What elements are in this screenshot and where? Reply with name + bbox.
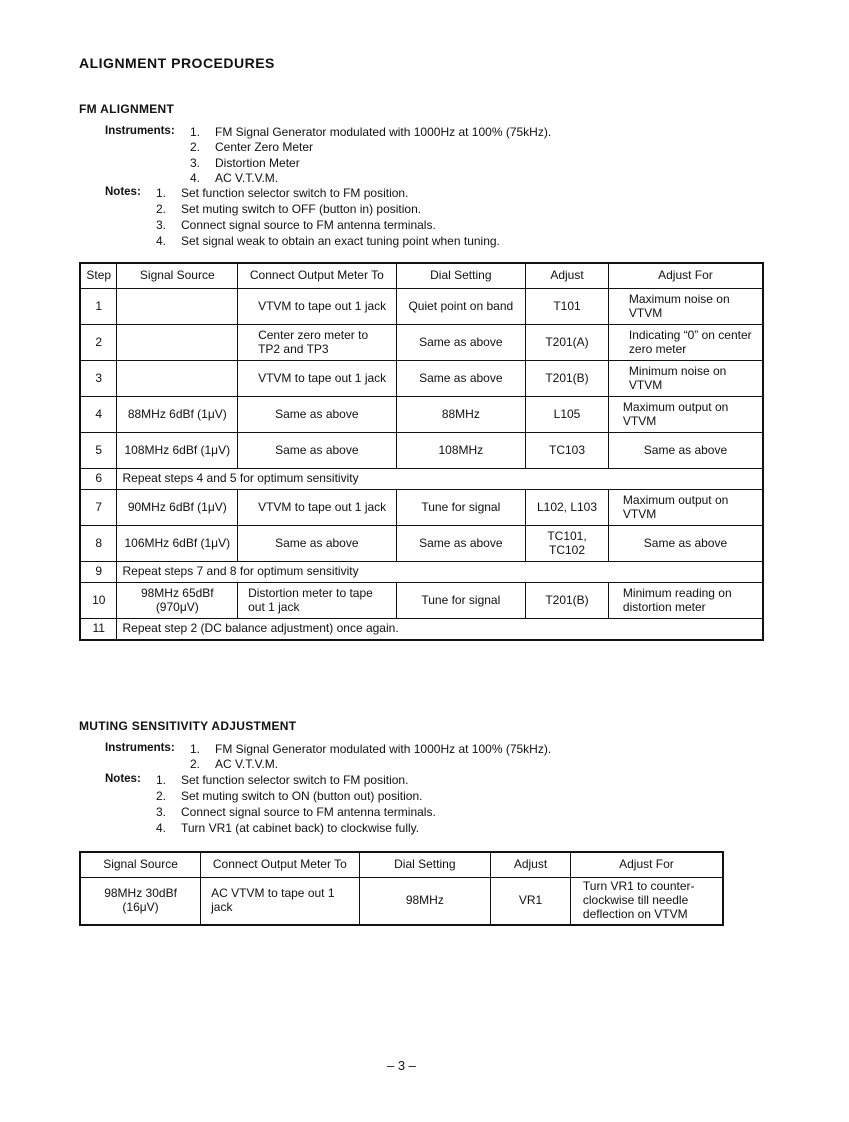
dial-cell: Quiet point on band	[396, 289, 526, 325]
column-header: Adjust For	[608, 263, 763, 289]
column-header: Dial Setting	[396, 263, 526, 289]
dial-cell: 98MHz	[359, 878, 491, 926]
adjust-for-cell: Indicating “0” on center zero meter	[608, 325, 763, 361]
muting-note-number: 1.	[156, 773, 167, 787]
table-row	[80, 361, 763, 397]
fm-instrument-item: Center Zero Meter	[215, 140, 314, 154]
adjust-for-cell: Minimum noise on VTVM	[608, 361, 763, 397]
fm-note-item: Set muting switch to OFF (button in) position.	[181, 202, 422, 216]
table-header-row	[80, 852, 723, 878]
muting-heading: MUTING SENSITIVITY ADJUSTMENT	[79, 719, 297, 733]
adjust-for-cell: Same as above	[608, 526, 763, 562]
table-row	[80, 562, 763, 583]
fm-instruments-label: Instruments:	[105, 125, 175, 137]
step-cell: 10	[80, 583, 117, 619]
signal-source-cell: 90MHz 6dBf (1μV)	[117, 490, 238, 526]
table-row	[80, 583, 763, 619]
step-cell: 5	[80, 433, 117, 469]
muting-instrument-number: 2.	[190, 757, 201, 771]
fm-instrument-number: 3.	[190, 156, 201, 170]
fm-instrument-item: FM Signal Generator modulated with 1000Hz at 100% (75kHz).	[215, 125, 552, 139]
fm-note-number: 3.	[156, 218, 167, 232]
fm-instrument-item: Distortion Meter	[215, 156, 300, 170]
adjust-for-cell: Minimum reading on distortion meter	[608, 583, 763, 619]
adjust-for-cell: Maximum output on VTVM	[608, 397, 763, 433]
fm-instrument-number: 1.	[190, 125, 201, 139]
connect-cell: Same as above	[238, 526, 396, 562]
connect-cell: Same as above	[238, 433, 396, 469]
signal-source-cell: 106MHz 6dBf (1μV)	[117, 526, 238, 562]
muting-instrument-item: AC V.T.V.M.	[215, 757, 279, 771]
connect-cell: VTVM to tape out 1 jack	[238, 289, 396, 325]
table-row	[80, 433, 763, 469]
fm-alignment-heading: FM ALIGNMENT	[79, 102, 175, 116]
adjust-cell: TC103	[526, 433, 609, 469]
muting-note-number: 2.	[156, 789, 167, 803]
step-cell: 7	[80, 490, 117, 526]
step-cell: 3	[80, 361, 117, 397]
muting-table	[79, 851, 724, 926]
muting-instruments-label: Instruments:	[105, 742, 175, 754]
signal-source-cell: 88MHz 6dBf (1μV)	[117, 397, 238, 433]
fm-note-item: Set signal weak to obtain an exact tuning point when tuning.	[181, 234, 500, 248]
table-row	[80, 490, 763, 526]
dial-cell: Same as above	[396, 526, 526, 562]
connect-cell: Same as above	[238, 397, 396, 433]
fm-note-item: Set function selector switch to FM position.	[181, 186, 409, 200]
step-cell: 6	[80, 469, 117, 490]
dial-cell: Tune for signal	[396, 490, 526, 526]
table-row	[80, 397, 763, 433]
muting-note-item: Set function selector switch to FM position.	[181, 773, 409, 787]
adjust-for-cell: Same as above	[608, 433, 763, 469]
signal-source-cell: 98MHz 30dBf (16μV)	[80, 878, 201, 926]
column-header: Adjust	[491, 852, 571, 878]
connect-cell: VTVM to tape out 1 jack	[238, 490, 396, 526]
adjust-for-cell: Maximum output on VTVM	[608, 490, 763, 526]
fm-notes-label: Notes:	[105, 186, 141, 198]
connect-cell: Center zero meter to TP2 and TP3	[238, 325, 396, 361]
adjust-cell: T201(B)	[526, 361, 609, 397]
span-note-cell: Repeat steps 4 and 5 for optimum sensitivity	[117, 469, 763, 490]
adjust-cell: T201(B)	[526, 583, 609, 619]
table-row	[80, 469, 763, 490]
fm-instrument-number: 2.	[190, 140, 201, 154]
dial-cell: 88MHz	[396, 397, 526, 433]
dial-cell: 108MHz	[396, 433, 526, 469]
muting-note-number: 3.	[156, 805, 167, 819]
step-cell: 1	[80, 289, 117, 325]
dial-cell: Same as above	[396, 325, 526, 361]
column-header: Adjust	[526, 263, 609, 289]
column-header: Connect Output Meter To	[238, 263, 396, 289]
page-number: – 3 –	[387, 1058, 416, 1073]
adjust-for-cell: Maximum noise on VTVM	[608, 289, 763, 325]
step-cell: 2	[80, 325, 117, 361]
connect-cell: VTVM to tape out 1 jack	[238, 361, 396, 397]
adjust-cell: T101	[526, 289, 609, 325]
signal-source-cell: 108MHz 6dBf (1μV)	[117, 433, 238, 469]
column-header: Signal Source	[117, 263, 238, 289]
adjust-cell: L105	[526, 397, 609, 433]
adjust-cell: VR1	[491, 878, 571, 926]
column-header: Adjust For	[570, 852, 723, 878]
fm-instrument-number: 4.	[190, 171, 201, 185]
adjust-cell: TC101, TC102	[526, 526, 609, 562]
table-row	[80, 619, 763, 641]
connect-cell: Distortion meter to tape out 1 jack	[238, 583, 396, 619]
connect-cell: AC VTVM to tape out 1 jack	[201, 878, 359, 926]
muting-instrument-item: FM Signal Generator modulated with 1000Hz at 100% (75kHz).	[215, 742, 552, 756]
signal-source-cell	[117, 325, 238, 361]
fm-alignment-table	[79, 262, 764, 641]
fm-note-item: Connect signal source to FM antenna terminals.	[181, 218, 436, 232]
muting-notes-label: Notes:	[105, 773, 141, 785]
muting-note-item: Set muting switch to ON (button out) position.	[181, 789, 423, 803]
table-row	[80, 878, 723, 926]
fm-note-number: 1.	[156, 186, 167, 200]
adjust-cell: T201(A)	[526, 325, 609, 361]
table-row	[80, 526, 763, 562]
step-cell: 9	[80, 562, 117, 583]
step-cell: 4	[80, 397, 117, 433]
fm-note-number: 4.	[156, 234, 167, 248]
muting-note-item: Connect signal source to FM antenna terminals.	[181, 805, 436, 819]
signal-source-cell	[117, 289, 238, 325]
step-cell: 11	[80, 619, 117, 641]
table-header-row	[80, 263, 763, 289]
muting-instrument-number: 1.	[190, 742, 201, 756]
dial-cell: Tune for signal	[396, 583, 526, 619]
span-note-cell: Repeat step 2 (DC balance adjustment) once again.	[117, 619, 763, 641]
table-row	[80, 289, 763, 325]
adjust-cell: L102, L103	[526, 490, 609, 526]
column-header: Signal Source	[80, 852, 201, 878]
muting-note-item: Turn VR1 (at cabinet back) to clockwise fully.	[181, 821, 420, 835]
column-header: Connect Output Meter To	[201, 852, 359, 878]
signal-source-cell: 98MHz 65dBf (970μV)	[117, 583, 238, 619]
fm-note-number: 2.	[156, 202, 167, 216]
fm-instrument-item: AC V.T.V.M.	[215, 171, 279, 185]
adjust-for-cell: Turn VR1 to counter-clockwise till needle deflection on VTVM	[570, 878, 723, 926]
signal-source-cell	[117, 361, 238, 397]
table-row	[80, 325, 763, 361]
muting-note-number: 4.	[156, 821, 167, 835]
column-header: Dial Setting	[359, 852, 491, 878]
column-header: Step	[80, 263, 117, 289]
step-cell: 8	[80, 526, 117, 562]
dial-cell: Same as above	[396, 361, 526, 397]
span-note-cell: Repeat steps 7 and 8 for optimum sensitivity	[117, 562, 763, 583]
page-title: ALIGNMENT PROCEDURES	[79, 55, 275, 71]
